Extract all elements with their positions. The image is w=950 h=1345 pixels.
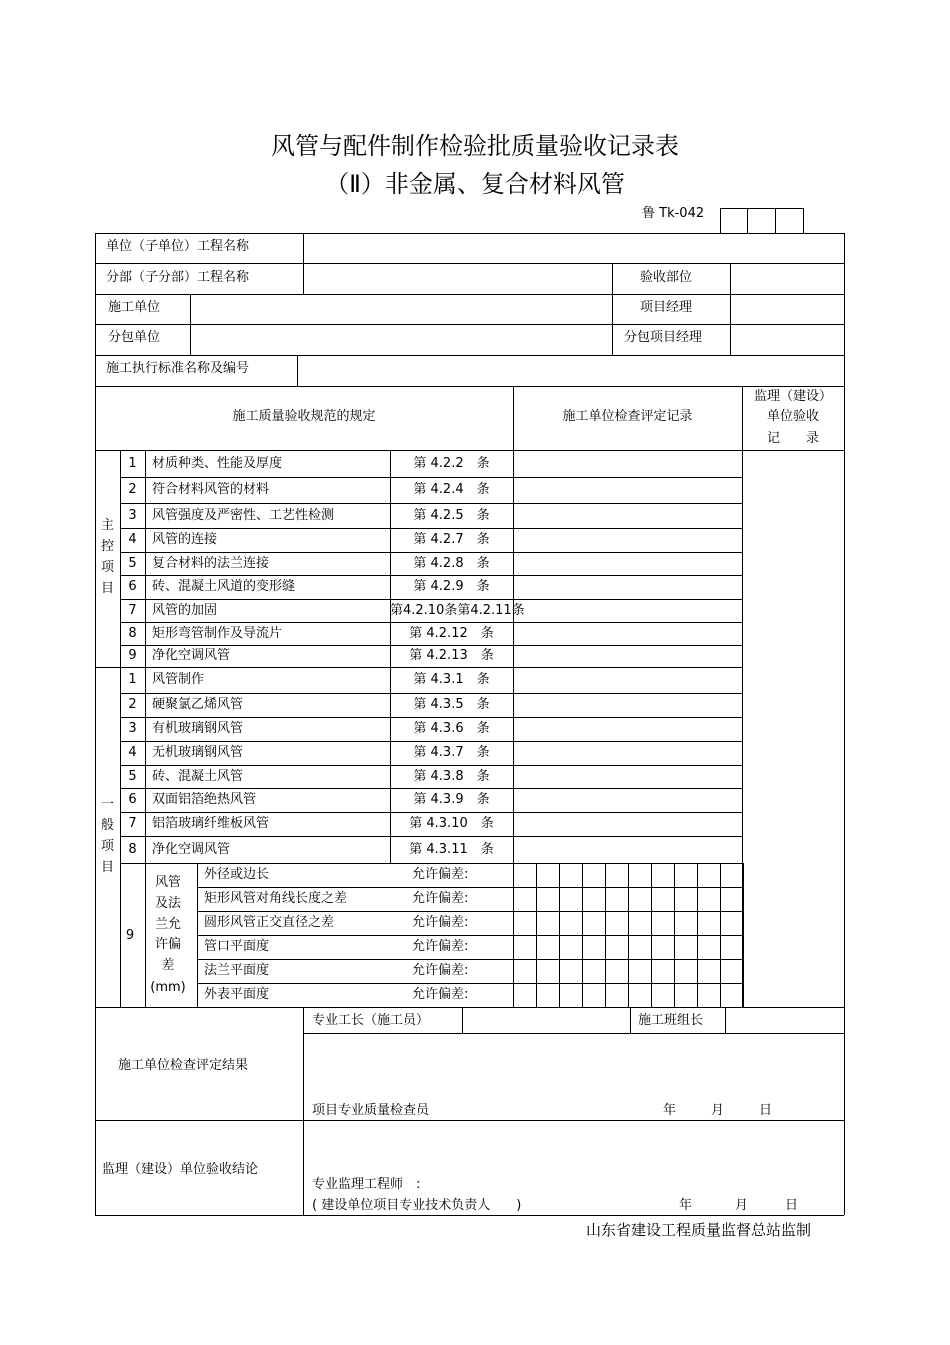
general-item-no: 3 <box>128 721 137 736</box>
general-label-3: 项 <box>101 839 115 854</box>
main-item-name: 风管强度及严密性、工艺性检测 <box>152 507 335 523</box>
code-boxes[interactable] <box>720 208 804 234</box>
general-item-name: 无机玻璃钢风管 <box>152 745 244 760</box>
main-item-name: 风管的连接 <box>152 532 218 547</box>
tolerance-allow-label: 允许偏差: <box>412 891 469 906</box>
main-item-clause: 第 4.2.7 条 <box>413 532 490 547</box>
label-project-manager: 项目经理 <box>640 300 693 315</box>
general-item-clause: 第 4.3.11 条 <box>409 841 494 857</box>
page-title: 风管与配件制作检验批质量验收记录表 <box>271 132 679 160</box>
general-item-clause: 第 4.3.1 条 <box>413 672 490 687</box>
general-item-clause: 第 4.3.5 条 <box>413 697 490 712</box>
conclusion-day: 日 <box>785 1198 799 1213</box>
col-spec: 施工质量验收规范的规定 <box>232 409 376 424</box>
label-subcontract-unit: 分包单位 <box>108 330 161 345</box>
main-item-clause: 第 4.2.13 条 <box>409 648 494 663</box>
main-item-clause: 第 4.2.8 条 <box>413 555 490 571</box>
main-item-clause: 第 4.2.12 条 <box>409 625 494 641</box>
main-item-name: 砖、混凝土风道的变形缝 <box>152 579 296 594</box>
form-code: 鲁 Tk-042 <box>642 206 705 221</box>
main-item-no: 6 <box>128 579 137 594</box>
col-supervision-2: 单位验收 <box>766 409 819 424</box>
main-item-no: 2 <box>128 482 137 497</box>
main-item-no: 1 <box>128 455 137 471</box>
label-acceptance-part: 验收部位 <box>640 270 693 285</box>
general-item-name: 硬聚氯乙烯风管 <box>152 697 244 712</box>
tolerance-item-name: 外径或边长 <box>204 867 270 882</box>
general-item-no: 4 <box>128 745 137 760</box>
conclusion-month: 月 <box>735 1198 749 1213</box>
main-item-clause: 第 4.2.2 条 <box>413 455 490 471</box>
general-item-clause: 第 4.3.10 条 <box>409 816 494 831</box>
result-year: 年 <box>663 1103 677 1118</box>
general-item-name: 净化空调风管 <box>152 841 231 857</box>
col-supervision-3: 记 录 <box>766 431 819 446</box>
main-item-no: 3 <box>128 507 137 523</box>
tolerance-allow-label: 允许偏差: <box>412 987 469 1002</box>
col-supervision-1: 监理（建设） <box>753 389 832 404</box>
general-item-name: 砖、混凝土风管 <box>152 768 244 784</box>
label-result: 施工单位检查评定结果 <box>118 1058 249 1073</box>
tolerance-allow-label: 允许偏差: <box>412 867 469 882</box>
main-item-clause: 第 4.2.9 条 <box>413 579 490 594</box>
general-item-clause: 第 4.3.6 条 <box>413 721 490 736</box>
label-standard: 施工执行标准名称及编号 <box>106 361 250 376</box>
tolerance-label-4: 许偏 <box>154 937 181 952</box>
tolerance-allow-label: 允许偏差: <box>412 915 469 930</box>
result-day: 日 <box>759 1103 773 1118</box>
general-item-no: 1 <box>128 672 137 687</box>
tolerance-label-6: (mm) <box>150 980 186 995</box>
main-item-clause: 第 4.2.4 条 <box>413 482 490 497</box>
tolerance-label-3: 兰允 <box>154 917 181 932</box>
general-item-name: 铝箔玻璃纤维板风管 <box>152 816 270 831</box>
general-item-no: 7 <box>128 816 137 831</box>
general-item-clause: 第 4.3.8 条 <box>413 768 490 784</box>
tolerance-allow-label: 允许偏差: <box>412 963 469 978</box>
label-construction-unit: 施工单位 <box>108 300 161 315</box>
tolerance-item-name: 矩形风管对角线长度之差 <box>204 891 348 906</box>
main-item-name: 材质种类、性能及厚度 <box>152 455 283 471</box>
label-subcontract-manager: 分包项目经理 <box>624 330 703 345</box>
general-item-name: 风管制作 <box>152 672 205 687</box>
tolerance-no: 9 <box>125 928 135 943</box>
tolerance-item-name: 法兰平面度 <box>204 963 270 978</box>
main-item-no: 7 <box>128 602 137 618</box>
main-item-name: 风管的加固 <box>152 602 218 618</box>
main-label-3: 项 <box>101 560 115 575</box>
main-item-name: 矩形弯管制作及导流片 <box>152 625 283 641</box>
label-inspector: 项目专业质量检查员 <box>312 1103 430 1118</box>
main-label-1: 主 <box>101 518 115 533</box>
main-label-4: 目 <box>101 581 115 596</box>
general-item-no: 5 <box>128 768 137 784</box>
label-unit-project: 单位（子单位）工程名称 <box>106 239 250 254</box>
tolerance-item-name: 外表平面度 <box>204 987 270 1002</box>
tolerance-item-name: 圆形风管正交直径之差 <box>204 915 335 930</box>
general-item-clause: 第 4.3.7 条 <box>413 745 490 760</box>
label-engineer: 专业监理工程师 : <box>312 1177 421 1192</box>
page-subtitle: （Ⅱ）非金属、复合材料风管 <box>325 170 625 198</box>
tolerance-label-1: 风管 <box>154 875 181 890</box>
tolerance-allow-label: 允许偏差: <box>412 939 469 954</box>
main-item-clause: 第 4.2.5 条 <box>413 507 490 523</box>
general-item-no: 2 <box>128 697 137 712</box>
label-team-leader: 施工班组长 <box>638 1013 704 1028</box>
col-construction-record: 施工单位检查评定记录 <box>562 409 693 424</box>
main-item-no: 8 <box>128 625 137 641</box>
main-item-name: 净化空调风管 <box>152 648 231 663</box>
general-item-no: 6 <box>128 792 137 807</box>
main-item-clause: 第4.2.10条第4.2.11条 <box>390 602 525 618</box>
main-item-name: 复合材料的法兰连接 <box>152 555 270 571</box>
general-label-1: 一 <box>101 797 115 812</box>
label-foreman: 专业工长（施工员） <box>312 1013 430 1028</box>
footer-issuer: 山东省建设工程质量监督总站监制 <box>586 1221 812 1239</box>
general-item-no: 8 <box>128 841 137 857</box>
result-month: 月 <box>711 1103 725 1118</box>
main-label-2: 控 <box>101 539 115 554</box>
general-item-name: 有机玻璃钢风管 <box>152 721 244 736</box>
tolerance-label-5: 差 <box>161 958 175 973</box>
main-item-no: 5 <box>128 555 137 571</box>
main-item-no: 9 <box>128 648 137 663</box>
general-label-4: 目 <box>101 860 115 875</box>
label-sub-project: 分部（子分部）工程名称 <box>106 270 250 285</box>
main-item-name: 符合材料风管的材料 <box>152 482 270 497</box>
label-owner: ( 建设单位项目专业技术负责人 ) <box>312 1198 522 1213</box>
main-item-no: 4 <box>128 532 137 547</box>
general-item-clause: 第 4.3.9 条 <box>413 792 490 807</box>
label-conclusion: 监理（建设）单位验收结论 <box>102 1162 259 1177</box>
tolerance-item-name: 管口平面度 <box>204 939 270 954</box>
general-label-2: 般 <box>101 818 115 833</box>
general-item-name: 双面铝箔绝热风管 <box>152 792 257 807</box>
conclusion-year: 年 <box>679 1198 693 1213</box>
tolerance-label-2: 及法 <box>154 896 181 911</box>
